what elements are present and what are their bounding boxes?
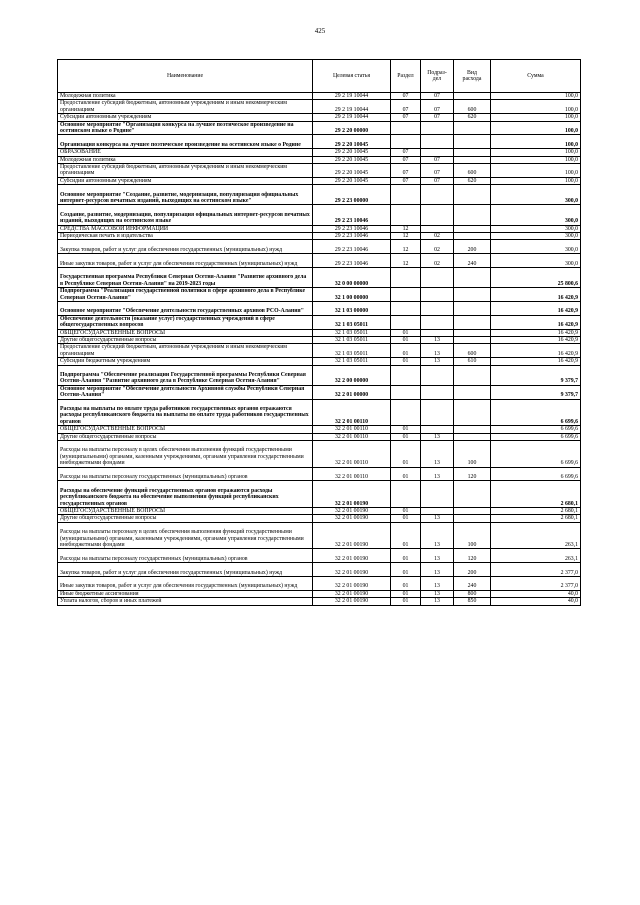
row-target-article: 32 1 03 05011 [313, 358, 391, 365]
row-name: Основное мероприятие "Организация конкурса на лучшее поэтическое произведение на осетинском языке о Родине" [58, 121, 313, 135]
row-name: СРЕДСТВА МАССОВОЙ ИНФОРМАЦИИ [58, 225, 313, 232]
row-target-article: 32 2 01 00110 [313, 441, 391, 468]
row-name: Организация конкурса на лучшее поэтическое произведение на осетинском языке о Родине [58, 135, 313, 149]
table-row [58, 114, 581, 121]
row-target-article: 29 2 23 10046 [313, 240, 391, 254]
table-row [58, 205, 581, 225]
row-subsection [421, 481, 454, 508]
row-name: Молодежная политика [58, 93, 313, 100]
row-expense-type: 120 [454, 467, 491, 481]
row-name: Молодежная политика [58, 156, 313, 163]
table-row [58, 149, 581, 156]
row-sum: 9 379,7 [491, 365, 581, 385]
row-section: 01 [391, 467, 421, 481]
table-row [58, 481, 581, 508]
row-target-article: 32 1 00 00000 [313, 288, 391, 302]
table-row [58, 156, 581, 163]
row-subsection: 13 [421, 522, 454, 549]
row-section: 07 [391, 114, 421, 121]
row-sum: 16 420,9 [491, 337, 581, 344]
row-section: 12 [391, 254, 421, 268]
row-target-article: 29 2 19 10044 [313, 100, 391, 114]
row-section: 07 [391, 177, 421, 184]
row-expense-type [454, 135, 491, 149]
row-target-article: 32 1 03 05011 [313, 315, 391, 329]
row-section: 07 [391, 149, 421, 156]
row-sum: 16 420,9 [491, 302, 581, 316]
row-target-article: 32 2 01 00110 [313, 433, 391, 440]
row-target-article: 32 2 01 00190 [313, 577, 391, 591]
row-name: Другие общегосударственные вопросы [58, 515, 313, 522]
row-target-article: 32 2 01 00110 [313, 467, 391, 481]
row-sum: 6 699,6 [491, 467, 581, 481]
row-sum: 6 699,6 [491, 441, 581, 468]
row-subsection: 13 [421, 577, 454, 591]
row-expense-type: 100 [454, 522, 491, 549]
table-row [58, 358, 581, 365]
row-section [391, 481, 421, 508]
header-name: Наименование [58, 60, 313, 93]
row-target-article: 32 2 01 00110 [313, 426, 391, 433]
row-sum: 9 379,7 [491, 385, 581, 399]
row-name: Основное мероприятие "Создание, развитие, модернизация, популяризация официальных интернет-ресурсов печатных изданий, выходящих на осетинском языке" [58, 185, 313, 205]
row-section: 01 [391, 344, 421, 358]
row-subsection: 13 [421, 590, 454, 597]
row-section: 01 [391, 337, 421, 344]
row-subsection: 07 [421, 156, 454, 163]
row-name: Субсидии бюджетным учреждениям [58, 358, 313, 365]
row-name: Расходы на выплаты персоналу государственных (муниципальных) органов [58, 549, 313, 563]
table-row [58, 233, 581, 240]
row-subsection: 13 [421, 344, 454, 358]
row-name: Расходы на выплаты персоналу в целях обеспечения выполнения функций государственными (муниципальными) органами, казенными учреждениями, органами управления государственными внебюджетными фондами [58, 522, 313, 549]
row-name: Субсидии автономным учреждениям [58, 114, 313, 121]
row-name: Расходы на выплаты персоналу в целях обеспечения выполнения функций государственными (муниципальными) органами, казенными учреждениями, органами управления государственными внебюджетными фондами [58, 441, 313, 468]
table-row [58, 185, 581, 205]
table-row [58, 365, 581, 385]
row-expense-type [454, 121, 491, 135]
row-subsection: 13 [421, 467, 454, 481]
row-subsection [421, 315, 454, 329]
row-expense-type [454, 337, 491, 344]
row-section: 01 [391, 549, 421, 563]
row-section [391, 185, 421, 205]
table-row [58, 164, 581, 178]
row-target-article: 32 2 01 00190 [313, 481, 391, 508]
row-subsection [421, 288, 454, 302]
row-target-article: 32 0 00 00000 [313, 268, 391, 288]
row-sum: 300,0 [491, 233, 581, 240]
row-name: Основное мероприятие "Обеспечение деятельности государственных архивов РСО-Алания" [58, 302, 313, 316]
row-target-article: 29 2 19 10044 [313, 93, 391, 100]
row-subsection: 07 [421, 164, 454, 178]
row-target-article: 32 1 03 05011 [313, 337, 391, 344]
row-subsection: 13 [421, 598, 454, 605]
table-row [58, 177, 581, 184]
row-name: Основное мероприятие "Обеспечение деятельности Архивной службы Республики Северная Осетия-Алания" [58, 385, 313, 399]
row-section: 01 [391, 441, 421, 468]
row-target-article: 29 2 20 10045 [313, 156, 391, 163]
row-section: 01 [391, 563, 421, 577]
row-expense-type [454, 315, 491, 329]
budget-table [57, 59, 581, 606]
row-section: 07 [391, 100, 421, 114]
header-target-article: Целевая статья [313, 60, 391, 93]
row-subsection: 02 [421, 254, 454, 268]
row-section: 07 [391, 93, 421, 100]
row-sum: 2 680,1 [491, 508, 581, 515]
row-name: Другие общегосударственные вопросы [58, 337, 313, 344]
table-row [58, 225, 581, 232]
table-row [58, 254, 581, 268]
row-section [391, 302, 421, 316]
header-sum: Сумма [491, 60, 581, 93]
row-name: Периодическая печать и издательства [58, 233, 313, 240]
row-expense-type: 620 [454, 114, 491, 121]
row-target-article: 29 2 20 00000 [313, 121, 391, 135]
row-subsection: 02 [421, 233, 454, 240]
table-row [58, 93, 581, 100]
row-subsection: 13 [421, 358, 454, 365]
row-expense-type: 200 [454, 563, 491, 577]
row-section [391, 365, 421, 385]
row-target-article: 32 2 00 00000 [313, 365, 391, 385]
row-sum: 6 699,6 [491, 399, 581, 426]
row-name: Предоставление субсидий бюджетным, автономным учреждениям и иным некоммерческим организациям [58, 344, 313, 358]
row-target-article: 29 2 20 10045 [313, 177, 391, 184]
row-expense-type: 200 [454, 240, 491, 254]
row-subsection [421, 205, 454, 225]
row-target-article: 29 2 20 10045 [313, 135, 391, 149]
table-row [58, 135, 581, 149]
row-subsection: 13 [421, 433, 454, 440]
row-section: 01 [391, 358, 421, 365]
row-sum: 16 420,9 [491, 315, 581, 329]
row-section: 01 [391, 426, 421, 433]
row-name: Расходы на выплаты персоналу государственных (муниципальных) органов [58, 467, 313, 481]
row-subsection: 07 [421, 114, 454, 121]
row-subsection [421, 508, 454, 515]
row-expense-type: 610 [454, 358, 491, 365]
row-name: Закупка товаров, работ и услуг для обеспечения государственных (муниципальных) нужд [58, 240, 313, 254]
row-target-article: 29 2 23 10046 [313, 254, 391, 268]
row-sum: 100,0 [491, 121, 581, 135]
table-row [58, 590, 581, 597]
row-name: Расходы на обеспечение функций государственных органов отражаются расходы республиканского бюджета на обеспечение выполнения функций республиканских государственных органов [58, 481, 313, 508]
row-target-article: 29 2 23 10046 [313, 205, 391, 225]
row-expense-type [454, 205, 491, 225]
row-expense-type [454, 288, 491, 302]
row-expense-type [454, 508, 491, 515]
row-subsection [421, 385, 454, 399]
row-subsection [421, 225, 454, 232]
table-row [58, 549, 581, 563]
row-sum: 6 699,6 [491, 426, 581, 433]
table-header-row [58, 60, 581, 93]
row-sum: 16 420,9 [491, 288, 581, 302]
row-target-article: 29 2 19 10044 [313, 114, 391, 121]
table-row [58, 385, 581, 399]
row-section [391, 385, 421, 399]
row-expense-type: 620 [454, 177, 491, 184]
row-name: Предоставление субсидий бюджетным, автономным учреждениям и иным некоммерческим организациям [58, 100, 313, 114]
row-expense-type [454, 399, 491, 426]
row-expense-type: 120 [454, 549, 491, 563]
row-subsection [421, 399, 454, 426]
row-name: Подпрограмма "Обеспечение реализации Государственной программы Республики Северная Осетия-Алания "Развитие архивного дела в Республике Северная Осетия-Алания" [58, 365, 313, 385]
row-target-article: 29 2 20 10045 [313, 164, 391, 178]
row-name: Обеспечение деятельности (оказание услуг) государственных учреждений в сфере общегосударственных вопросов [58, 315, 313, 329]
row-name: Субсидии автономным учреждениям [58, 177, 313, 184]
row-sum: 25 800,6 [491, 268, 581, 288]
row-target-article: 32 1 03 00000 [313, 302, 391, 316]
row-name: Создание, развитие, модернизация, популяризация официальных интернет-ресурсов печатных изданий, выходящих на осетинском языке [58, 205, 313, 225]
table-row [58, 399, 581, 426]
row-target-article: 32 2 01 00190 [313, 515, 391, 522]
table-row [58, 441, 581, 468]
table-row [58, 426, 581, 433]
row-subsection [421, 329, 454, 336]
row-name: ОБЩЕГОСУДАРСТВЕННЫЕ ВОПРОСЫ [58, 329, 313, 336]
row-subsection: 13 [421, 441, 454, 468]
row-section: 12 [391, 225, 421, 232]
table-row [58, 121, 581, 135]
table-row [58, 577, 581, 591]
row-subsection [421, 121, 454, 135]
row-sum: 100,0 [491, 177, 581, 184]
row-name: Предоставление субсидий бюджетным, автономным учреждениям и иным некоммерческим организациям [58, 164, 313, 178]
row-subsection [421, 135, 454, 149]
row-name: ОБРАЗОВАНИЕ [58, 149, 313, 156]
row-expense-type [454, 426, 491, 433]
table-row [58, 515, 581, 522]
table-row [58, 337, 581, 344]
row-section: 01 [391, 590, 421, 597]
row-target-article: 32 1 03 05011 [313, 344, 391, 358]
table-row [58, 433, 581, 440]
row-subsection: 07 [421, 177, 454, 184]
table-row [58, 288, 581, 302]
row-section [391, 268, 421, 288]
row-name: Закупка товаров, работ и услуг для обеспечения государственных (муниципальных) нужд [58, 563, 313, 577]
row-sum: 2 680,1 [491, 515, 581, 522]
row-section: 01 [391, 433, 421, 440]
row-sum: 100,0 [491, 149, 581, 156]
row-target-article: 32 2 01 00190 [313, 549, 391, 563]
row-expense-type: 600 [454, 100, 491, 114]
row-subsection [421, 185, 454, 205]
row-subsection: 13 [421, 563, 454, 577]
row-name: Другие общегосударственные вопросы [58, 433, 313, 440]
row-subsection: 13 [421, 549, 454, 563]
row-sum: 40,0 [491, 598, 581, 605]
row-expense-type [454, 433, 491, 440]
row-subsection: 13 [421, 515, 454, 522]
row-expense-type [454, 156, 491, 163]
row-section: 01 [391, 522, 421, 549]
row-name: Уплата налогов, сборов и иных платежей [58, 598, 313, 605]
row-expense-type [454, 225, 491, 232]
table-body [58, 93, 581, 606]
row-expense-type: 240 [454, 577, 491, 591]
row-expense-type [454, 93, 491, 100]
row-expense-type: 600 [454, 164, 491, 178]
table-row [58, 467, 581, 481]
row-subsection [421, 426, 454, 433]
row-name: Иные закупки товаров, работ и услуг для обеспечения государственных (муниципальных) нужд [58, 577, 313, 591]
row-section: 07 [391, 164, 421, 178]
row-sum: 100,0 [491, 114, 581, 121]
row-subsection: 07 [421, 93, 454, 100]
row-sum: 100,0 [491, 100, 581, 114]
row-expense-type [454, 302, 491, 316]
table-row [58, 240, 581, 254]
row-sum: 2 377,0 [491, 577, 581, 591]
table-row [58, 329, 581, 336]
row-expense-type [454, 481, 491, 508]
row-sum: 263,1 [491, 549, 581, 563]
row-target-article: 32 2 01 00190 [313, 563, 391, 577]
row-expense-type: 800 [454, 590, 491, 597]
row-section [391, 399, 421, 426]
row-name: Государственная программа Республики Северная Осетия-Алания "Развитие архивного дела в Республике Северная Осетия-Алания" на 2019-2023 годы [58, 268, 313, 288]
row-target-article: 32 2 01 00190 [313, 508, 391, 515]
row-section: 01 [391, 329, 421, 336]
row-sum: 16 420,9 [491, 358, 581, 365]
header-section: Раздел [391, 60, 421, 93]
row-sum: 100,0 [491, 156, 581, 163]
row-section: 01 [391, 508, 421, 515]
row-sum: 16 420,9 [491, 329, 581, 336]
row-section [391, 288, 421, 302]
row-section: 07 [391, 156, 421, 163]
row-sum: 263,1 [491, 522, 581, 549]
row-sum: 300,0 [491, 254, 581, 268]
row-expense-type [454, 515, 491, 522]
row-name: Иные бюджетные ассигнования [58, 590, 313, 597]
row-sum: 2 377,0 [491, 563, 581, 577]
row-subsection [421, 365, 454, 385]
table-row [58, 302, 581, 316]
row-section [391, 135, 421, 149]
row-sum: 40,0 [491, 590, 581, 597]
row-subsection: 02 [421, 240, 454, 254]
row-target-article: 29 2 20 10045 [313, 149, 391, 156]
row-name: ОБЩЕГОСУДАРСТВЕННЫЕ ВОПРОСЫ [58, 508, 313, 515]
row-name: Подпрограмма "Реализация государственной политики в сфере архивного дела в Республике Северная Осетия-Алания" [58, 288, 313, 302]
row-sum: 6 699,6 [491, 433, 581, 440]
row-sum: 300,0 [491, 225, 581, 232]
table-row [58, 598, 581, 605]
row-sum: 300,0 [491, 240, 581, 254]
row-sum: 100,0 [491, 164, 581, 178]
row-section: 12 [391, 233, 421, 240]
row-sum: 2 680,1 [491, 481, 581, 508]
row-expense-type: 100 [454, 441, 491, 468]
row-name: ОБЩЕГОСУДАРСТВЕННЫЕ ВОПРОСЫ [58, 426, 313, 433]
row-name: Расходы на выплаты по оплате труда работников государственных органов отражаются расходы республиканского бюджета на выплаты по оплате труда работников государственных органов [58, 399, 313, 426]
row-subsection [421, 268, 454, 288]
row-subsection: 13 [421, 337, 454, 344]
row-section [391, 315, 421, 329]
row-sum: 100,0 [491, 93, 581, 100]
row-section [391, 205, 421, 225]
table-row [58, 563, 581, 577]
row-expense-type [454, 329, 491, 336]
row-section [391, 121, 421, 135]
table-row [58, 508, 581, 515]
row-target-article: 32 2 01 00190 [313, 598, 391, 605]
row-target-article: 32 2 01 00110 [313, 399, 391, 426]
table-row [58, 344, 581, 358]
table-row [58, 315, 581, 329]
row-expense-type [454, 185, 491, 205]
row-section: 01 [391, 577, 421, 591]
row-sum: 300,0 [491, 185, 581, 205]
table-row [58, 268, 581, 288]
row-expense-type: 850 [454, 598, 491, 605]
table-row [58, 100, 581, 114]
row-name: Иные закупки товаров, работ и услуг для обеспечения государственных (муниципальных) нужд [58, 254, 313, 268]
row-expense-type [454, 233, 491, 240]
row-expense-type [454, 365, 491, 385]
row-expense-type: 240 [454, 254, 491, 268]
row-target-article: 29 2 23 10046 [313, 233, 391, 240]
row-target-article: 32 2 01 00190 [313, 522, 391, 549]
header-expense-type: Вид расхода [454, 60, 491, 93]
row-expense-type [454, 149, 491, 156]
row-section: 12 [391, 240, 421, 254]
row-target-article: 32 1 03 05011 [313, 329, 391, 336]
page-number: 425 [314, 27, 326, 35]
row-target-article: 29 2 23 10046 [313, 225, 391, 232]
header-subsection: Подраз- дел [421, 60, 454, 93]
row-expense-type: 600 [454, 344, 491, 358]
row-target-article: 32 2 01 00190 [313, 590, 391, 597]
row-target-article: 32 2 01 00000 [313, 385, 391, 399]
row-section: 01 [391, 515, 421, 522]
row-expense-type [454, 268, 491, 288]
row-target-article: 29 2 23 00000 [313, 185, 391, 205]
table-row [58, 522, 581, 549]
row-expense-type [454, 385, 491, 399]
row-sum: 16 420,9 [491, 344, 581, 358]
row-sum: 100,0 [491, 135, 581, 149]
row-subsection [421, 302, 454, 316]
row-subsection [421, 149, 454, 156]
row-subsection: 07 [421, 100, 454, 114]
row-sum: 300,0 [491, 205, 581, 225]
row-section: 01 [391, 598, 421, 605]
